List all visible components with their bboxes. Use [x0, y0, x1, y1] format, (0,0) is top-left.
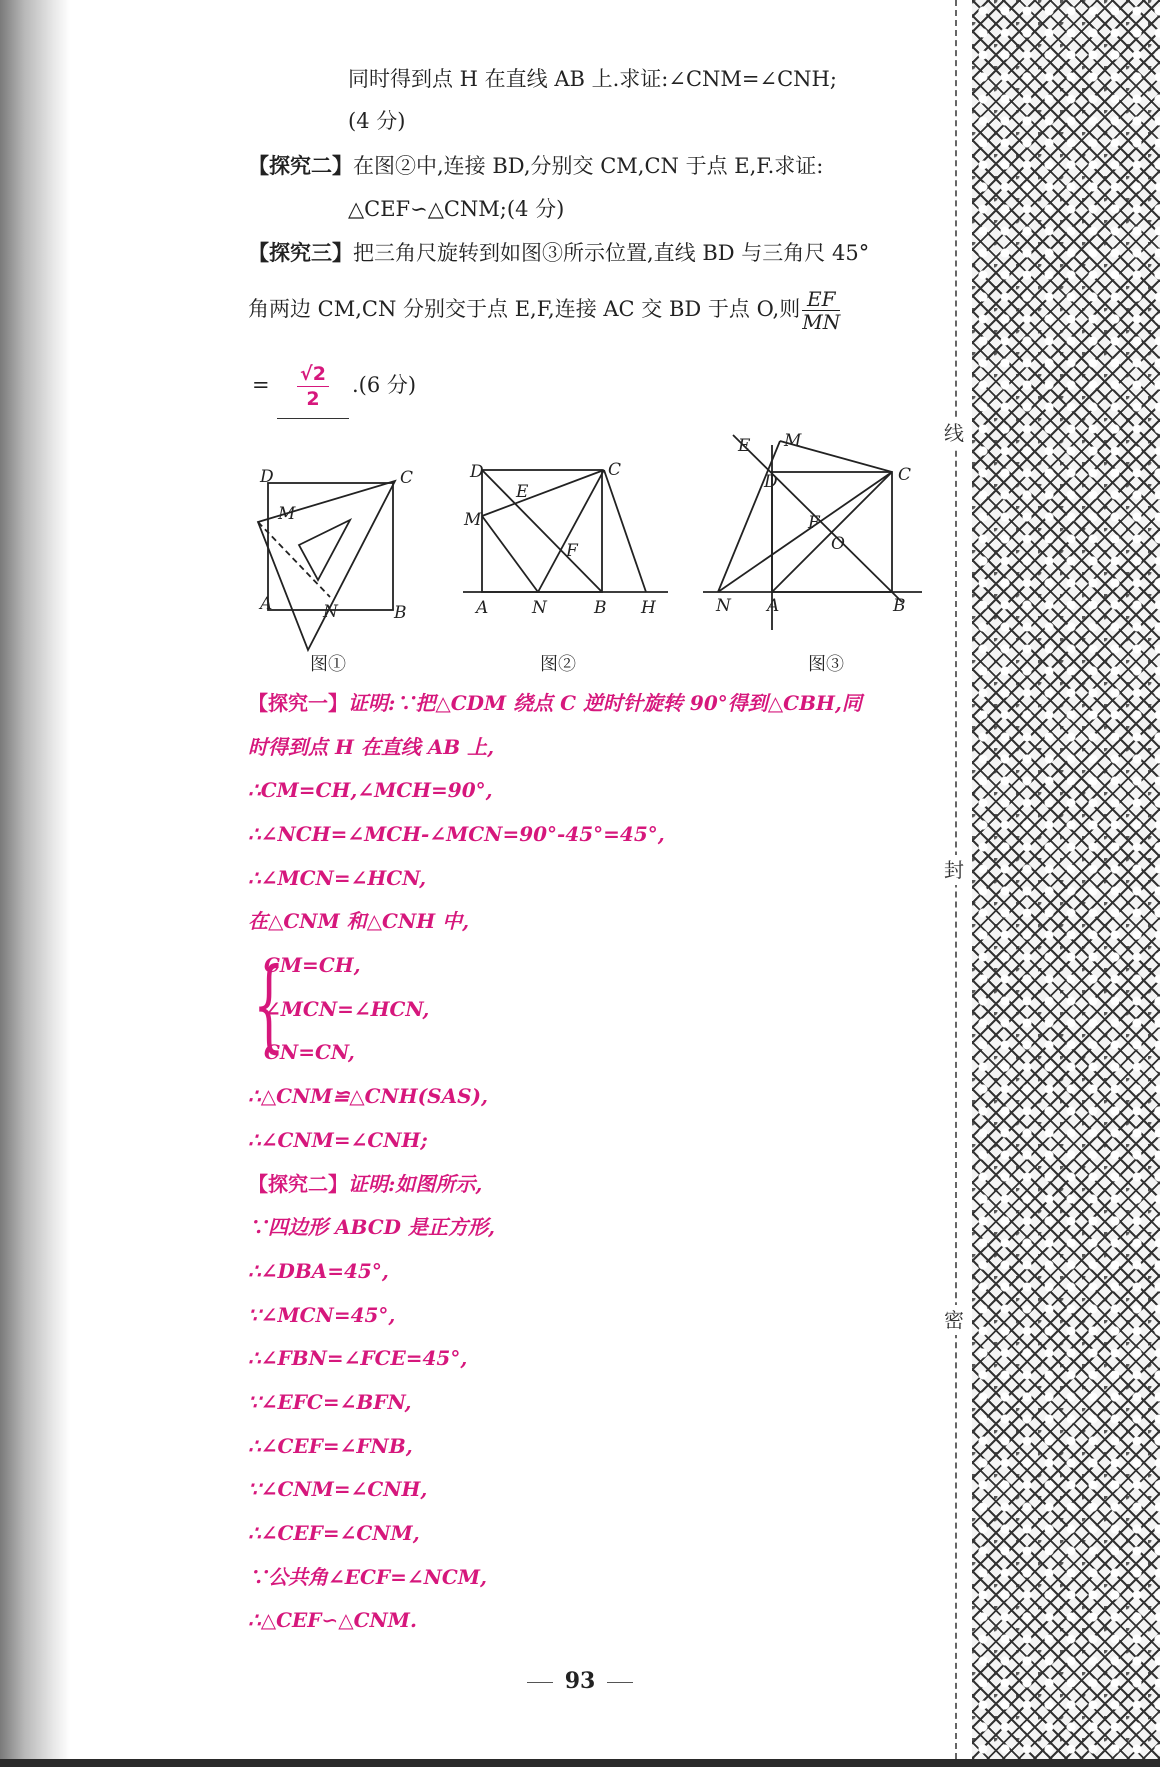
fig2-label-b: B	[594, 598, 607, 618]
fig1-caption: 图①	[310, 654, 346, 675]
fig2-label-e: E	[516, 482, 529, 502]
question-line-7: .(6 分)	[352, 373, 417, 397]
fraction-denominator: MN	[802, 310, 841, 334]
solution-line-8: ∠MCN=∠HCN,	[264, 997, 430, 1021]
answer-numerator: √2	[297, 362, 329, 387]
answer-blank	[277, 360, 349, 419]
fig2-line-bd	[482, 470, 602, 592]
fig3-caption: 图③	[808, 654, 844, 675]
page-dash-left	[527, 1682, 553, 1683]
solution-line-9: CN=CN,	[264, 1040, 355, 1064]
solution-line-17: ∵∠EFC=∠BFN,	[248, 1390, 412, 1414]
fig2-label-h: H	[641, 598, 656, 618]
fig1-triangle-inner	[299, 520, 350, 580]
part-3-tag: 【探究三】	[248, 240, 353, 265]
fig2-label-m: M	[464, 510, 482, 530]
fig2-line-ch	[604, 470, 646, 592]
binding-char-mi: 密	[938, 1305, 970, 1335]
question-line-6-wrap	[248, 288, 842, 333]
fig2-caption: 图②	[540, 654, 576, 675]
question-line-2: (4 分)	[348, 109, 406, 133]
fig1-label-n: N	[323, 602, 338, 622]
figures-svg	[248, 425, 928, 680]
equals-sign: =	[252, 373, 270, 397]
fig2-label-a: A	[476, 598, 489, 618]
page-number	[0, 1668, 1160, 1694]
fig3-line-nc	[718, 472, 892, 592]
solution-line-13: ∵四边形 ABCD 是正方形,	[248, 1215, 495, 1239]
fig2-line-nc	[538, 470, 604, 592]
solution-line-19: ∵∠CNM=∠CNH,	[248, 1477, 428, 1501]
binding-char-feng: 封	[938, 855, 970, 885]
solution-line-15: ∵∠MCN=45°,	[248, 1303, 396, 1327]
solution-line-12: 证明:如图所示,	[348, 1172, 483, 1196]
solution-tag-1: 【探究一】	[248, 691, 348, 715]
solution-line-7: CM=CH,	[264, 953, 361, 977]
ratio-fraction	[802, 288, 840, 333]
fig3-label-n: N	[716, 596, 731, 616]
page-dash-right	[607, 1682, 633, 1683]
fig1-square	[268, 483, 393, 610]
solution-line-16: ∴∠FBN=∠FCE=45°,	[248, 1346, 468, 1370]
answer-denominator: 2	[306, 388, 320, 410]
fig3-label-c: C	[898, 465, 912, 485]
fig1-label-b: B	[394, 603, 407, 623]
solution-line-6: 在△CNM 和△CNH 中,	[248, 909, 470, 933]
solution-line-14: ∴∠DBA=45°,	[248, 1259, 389, 1283]
question-line-3: 在图②中,连接 BD,分别交 CM,CN 于点 E,F.求证:	[353, 154, 824, 178]
fig3-label-f: F	[808, 513, 820, 533]
solution-line-1: 证明:∵把△CDM 绕点 C 逆时针旋转 90°得到△CBH,同	[348, 691, 862, 715]
fig3-label-d: D	[764, 472, 778, 492]
solution-part-2-line	[248, 1169, 482, 1199]
solution-tag-2: 【探究二】	[248, 1172, 348, 1196]
fig2-label-d: D	[470, 462, 484, 482]
fraction-numerator: EF	[802, 288, 840, 311]
solution-line-18: ∴∠CEF=∠FNB,	[248, 1434, 413, 1458]
fig3-label-m: M	[784, 431, 802, 451]
fig2-line-mc	[482, 470, 604, 516]
solution-line-4: ∴∠NCH=∠MCH-∠MCN=90°-45°=45°,	[248, 822, 665, 846]
fig1-label-c: C	[400, 468, 414, 488]
page-number-text: 93	[564, 1668, 596, 1694]
geometry-figures	[248, 425, 928, 680]
fig2-label-f: F	[566, 541, 578, 561]
part-2-tag: 【探究二】	[248, 153, 353, 178]
solution-line-10: ∴△CNM≌△CNH(SAS),	[248, 1084, 488, 1108]
decorative-pattern-border	[972, 0, 1160, 1759]
bottom-edge-bar	[0, 1759, 1160, 1767]
fig3-label-b: B	[893, 596, 906, 616]
fig3-line-nm	[718, 441, 780, 592]
question-line-1: 同时得到点 H 在直线 AB 上.求证:∠CNM=∠CNH;	[348, 67, 837, 91]
fig2-label-n: N	[532, 598, 547, 618]
solution-line-21: ∵公共角∠ECF=∠NCM,	[248, 1565, 487, 1589]
system-brace: {	[253, 946, 285, 1063]
binding-char-xian: 线	[938, 418, 970, 448]
solution-part-1-line	[248, 688, 862, 718]
fig1-label-a: A	[260, 594, 273, 614]
fig1-label-m: M	[278, 504, 296, 524]
solution-line-11: ∴∠CNM=∠CNH;	[248, 1128, 428, 1152]
solution-line-2: 时得到点 H 在直线 AB 上,	[248, 735, 495, 759]
solution-line-20: ∴∠CEF=∠CNM,	[248, 1521, 420, 1545]
question-line-6: 角两边 CM,CN 分别交于点 E,F,连接 AC 交 BD 于点 O,则	[248, 297, 801, 321]
fig3-label-e: E	[738, 436, 751, 456]
fig2-line-mn	[482, 516, 538, 592]
fig2-label-c: C	[608, 460, 622, 480]
question-line-5: 把三角尺旋转到如图③所示位置,直线 BD 与三角尺 45°	[353, 241, 870, 265]
solution-line-22: ∴△CEF∽△CNM.	[248, 1608, 417, 1632]
question-part-3	[248, 238, 869, 268]
fig3-label-o: O	[831, 534, 845, 554]
fig1-label-d: D	[260, 467, 274, 487]
question-part-2	[248, 151, 823, 181]
solution-line-3: ∴CM=CH,∠MCH=90°,	[248, 778, 493, 802]
fig3-label-a: A	[767, 596, 780, 616]
book-spine-shadow	[0, 0, 70, 1767]
question-line-4: △CEF∽△CNM;(4 分)	[348, 197, 565, 221]
solution-line-5: ∴∠MCN=∠HCN,	[248, 866, 427, 890]
